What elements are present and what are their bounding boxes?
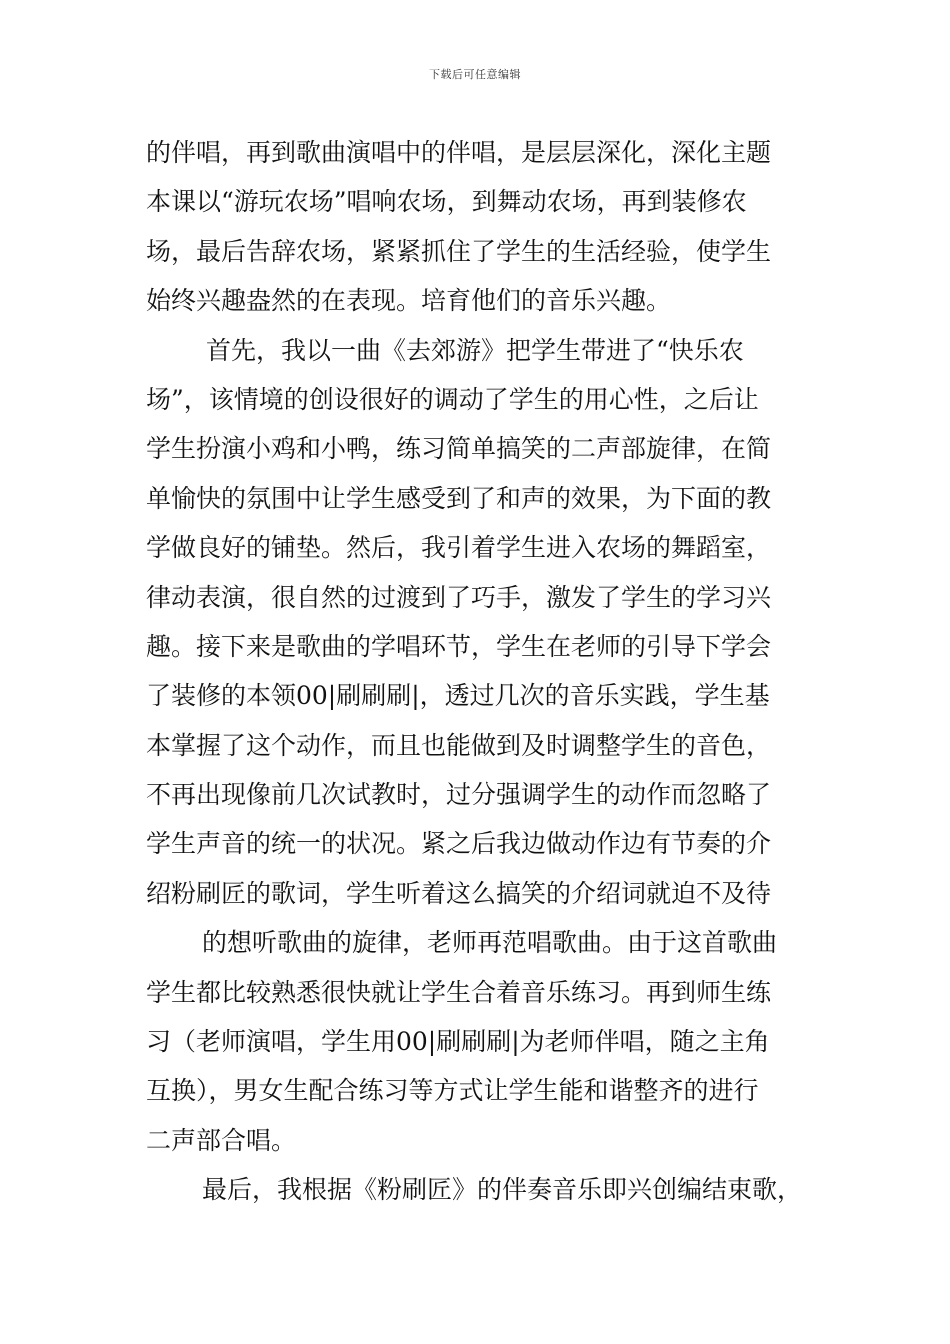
paragraph-first-line: 最后，我根据《粉刷匠》的伴奏音乐即兴创编结束歌，: [202, 1175, 803, 1205]
text-line: 学做良好的铺垫。然后，我引着学生进入农场的舞蹈室，: [146, 533, 772, 563]
text-line: 了装修的本领00|刷刷刷|，透过几次的音乐实践，学生基: [146, 681, 770, 711]
text-line: 学生扮演小鸡和小鸭，练习简单搞笑的二声部旋律，在简: [146, 434, 772, 464]
text-line: 习（老师演唱，学生用00|刷刷刷|为老师伴唱，随之主角: [146, 1027, 770, 1057]
paragraph-first-line: 首先，我以一曲《去郊游》把学生带进了“快乐农: [206, 335, 744, 365]
text-line: 律动表演，很自然的过渡到了巧手，激发了学生的学习兴: [146, 582, 772, 612]
text-line: 本掌握了这个动作，而且也能做到及时调整学生的音色，: [146, 730, 772, 760]
text-line: 趣。接下来是歌曲的学唱环节，学生在老师的引导下学会: [146, 631, 772, 661]
text-line: 的伴唱，再到歌曲演唱中的伴唱，是层层深化，深化主题: [146, 138, 772, 167]
text-line: 绍粉刷匠的歌词，学生听着这么搞笑的介绍词就迫不及待: [146, 878, 772, 908]
text-line: 互换），男女生配合练习等方式让学生能和谐整齐的进行: [146, 1076, 759, 1106]
text-line: 始终兴趣盎然的在表现。培育他们的音乐兴趣。: [146, 286, 672, 316]
text-line: 学生都比较熟悉很快就让学生合着音乐练习。再到师生练: [146, 977, 772, 1007]
text-line: 本课以“游玩农场”唱响农场，到舞动农场，再到装修农: [146, 187, 747, 217]
text-line: 不再出现像前几次试教时，过分强调学生的动作而忽略了: [146, 780, 772, 810]
text-line: 单愉快的氛围中让学生感受到了和声的效果，为下面的教: [146, 483, 772, 513]
text-line: 场，最后告辞农场，紧紧抓住了学生的生活经验，使学生: [146, 236, 772, 266]
text-line: 场”，该情境的创设很好的调动了学生的用心性，之后让: [146, 384, 759, 414]
text-line: 学生声音的统一的状况。紧之后我边做动作边有节奏的介: [146, 829, 772, 859]
paragraph-first-line: 的想听歌曲的旋律，老师再范唱歌曲。由于这首歌曲: [202, 928, 778, 958]
text-line: 二声部合唱。: [146, 1125, 297, 1155]
document-body: [146, 128, 836, 1215]
page-header: 下载后可任意编辑: [429, 68, 521, 81]
